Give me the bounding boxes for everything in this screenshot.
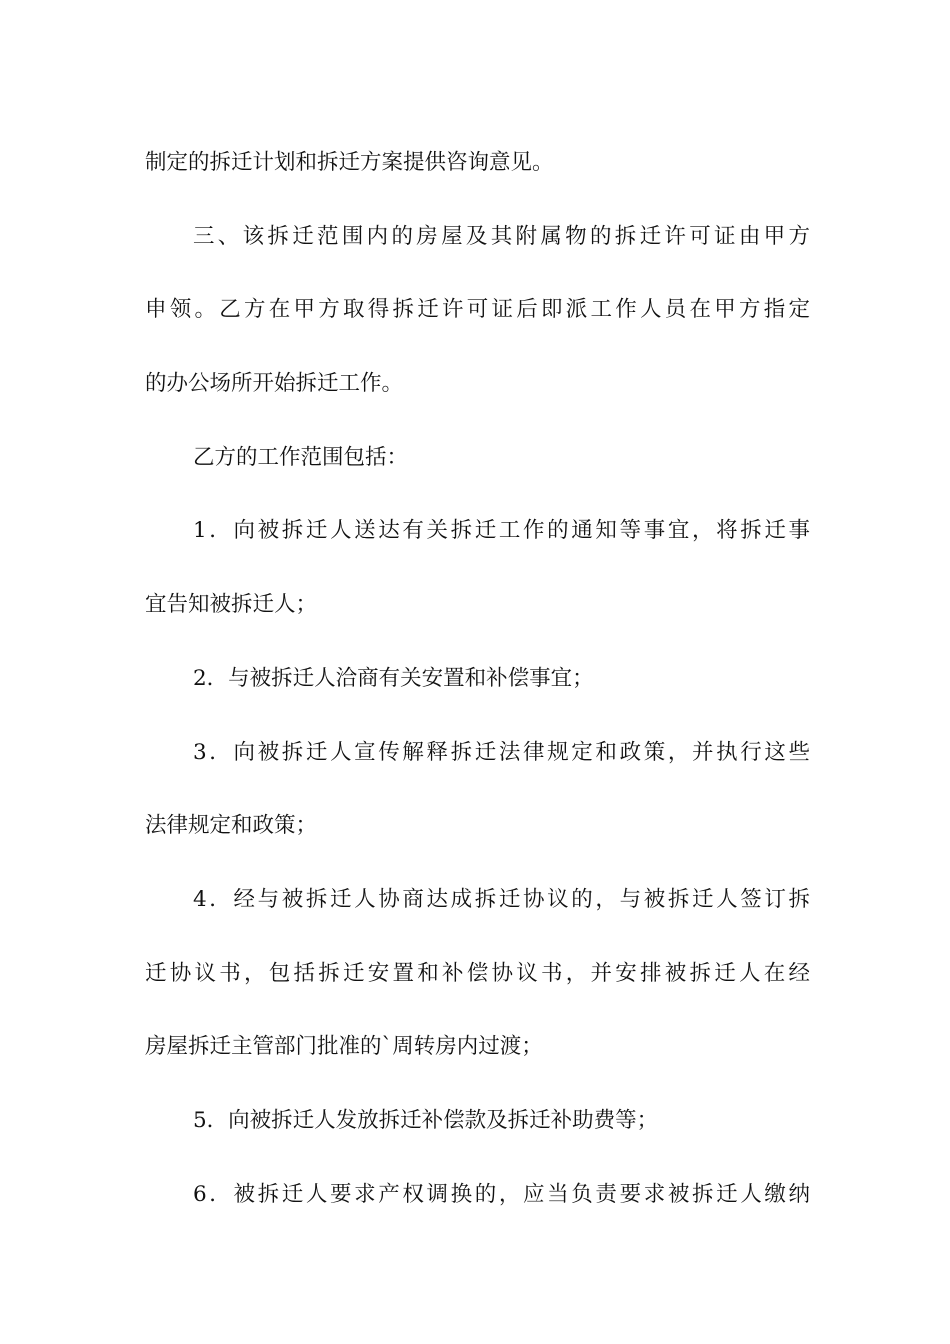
document-body [145, 126, 810, 1231]
list-item-line: 房屋拆迁主管部门批准的`周转房内过渡； [145, 1034, 543, 1060]
paragraph-line: 制定的拆迁计划和拆迁方案提供咨询意见。 [145, 150, 554, 175]
list-item-line: 5．向被拆迁人发放拆迁补偿款及拆迁补助费等； [193, 1107, 659, 1133]
list-item-line: 6．被拆迁人要求产权调换的，应当负责要求被拆迁人缴纳 [193, 1181, 810, 1207]
list-item-line: 4．经与被拆迁人协商达成拆迁协议的，与被拆迁人签订拆 [193, 886, 810, 912]
paragraph-line: 乙方的工作范围包括： [193, 444, 409, 470]
list-item-line: 宜告知被拆迁人； [145, 592, 318, 618]
list-item-line: 迁协议书，包括拆迁安置和补偿协议书，并安排被拆迁人在经 [145, 960, 810, 986]
paragraph-line: 的办公场所开始拆迁工作。 [145, 371, 404, 397]
list-item-line: 法律规定和政策； [145, 813, 318, 839]
list-item-line: 2．与被拆迁人洽商有关安置和补偿事宜； [193, 665, 594, 691]
list-item-line: 1．向被拆迁人送达有关拆迁工作的通知等事宜，将拆迁事 [193, 518, 810, 544]
paragraph-line: 三、该拆迁范围内的房屋及其附属物的拆迁许可证由甲方 [193, 223, 810, 249]
paragraph-line: 申领。乙方在甲方取得拆迁许可证后即派工作人员在甲方指定 [145, 297, 810, 323]
list-item-line: 3．向被拆迁人宣传解释拆迁法律规定和政策，并执行这些 [193, 739, 810, 765]
